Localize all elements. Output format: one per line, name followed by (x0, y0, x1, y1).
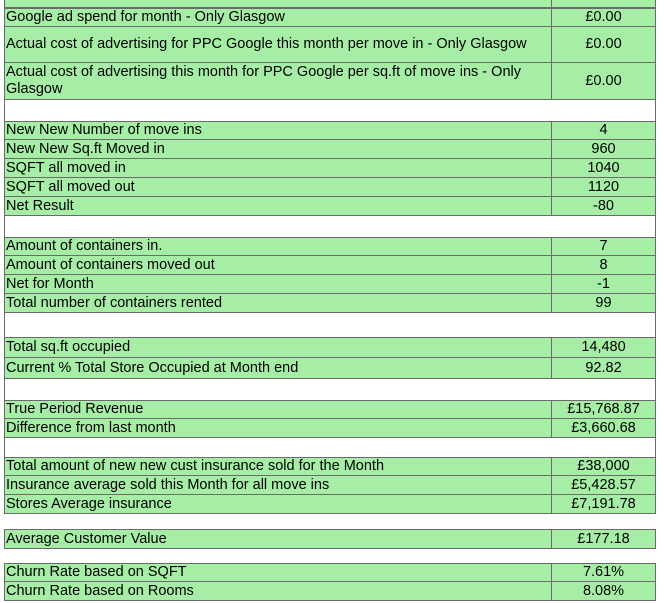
row-value: £7,191.78 (571, 495, 636, 512)
row-label: Net Result (5, 197, 552, 215)
table-row (4, 197, 656, 216)
row-value: £0.00 (585, 72, 622, 89)
table-row (4, 563, 656, 582)
table-row (4, 476, 656, 495)
row-value: £5,428.57 (571, 476, 636, 493)
table-row (4, 140, 656, 159)
row-label: Total sq.ft occupied (5, 338, 552, 357)
row-label: Churn Rate based on SQFT (5, 564, 552, 581)
table-row (4, 237, 656, 256)
row-value: 8 (599, 256, 608, 273)
row-label: Amount of containers moved out (5, 256, 552, 274)
row-value: -1 (597, 275, 610, 292)
table-row (4, 275, 656, 294)
table-row (4, 529, 656, 549)
row-label: Actual cost of advertising this month for PPC Google per sq.ft of move ins - Only Glasgow (5, 63, 552, 99)
row-label: Total number of containers rented (5, 294, 552, 312)
table-row (4, 337, 656, 358)
row-label: Stores Average insurance (5, 495, 552, 513)
row-label: Amount of containers in. (5, 238, 552, 255)
row-value: 8.08% (582, 582, 625, 599)
row-value: £3,660.68 (571, 419, 636, 436)
row-label: SQFT all moved out (5, 178, 552, 196)
row-label: Actual cost of advertising for PPC Google this month per move in - Only Glasgow (5, 27, 552, 62)
table-row (4, 358, 656, 379)
row-value: -80 (593, 197, 614, 214)
blank-row (4, 438, 656, 457)
row-label: Total amount of new new cust insurance sold for the Month (5, 458, 552, 475)
row-label: New New Sq.ft Moved in (5, 140, 552, 158)
row-label: Current % Total Store Occupied at Month end (5, 358, 552, 378)
row-value: 14,480 (581, 339, 626, 355)
row-label: New New Number of move ins (5, 122, 552, 139)
table-row (4, 159, 656, 178)
table-row (4, 27, 656, 63)
row-value: 99 (595, 294, 612, 311)
row-label: SQFT all moved in (5, 159, 552, 177)
table-row (4, 8, 656, 27)
table-row (4, 495, 656, 514)
table-row (4, 63, 656, 100)
row-value: 92.82 (585, 359, 622, 376)
row-value: £0.00 (585, 36, 622, 52)
row-value: £38,000 (577, 458, 630, 474)
row-value: £0.00 (585, 9, 622, 25)
row-label: Difference from last month (5, 419, 552, 437)
table-row (4, 400, 656, 419)
row-value: 4 (599, 122, 608, 138)
row-value: 7 (599, 238, 608, 254)
row-value: £15,768.87 (567, 401, 640, 417)
row-value: £177.18 (577, 530, 630, 547)
row-value: 960 (591, 140, 616, 157)
table-row (4, 178, 656, 197)
blank-row (4, 216, 656, 237)
blank-row (4, 313, 656, 337)
table-row (4, 121, 656, 140)
row-label: Average Customer Value (5, 530, 552, 548)
table-row (4, 419, 656, 438)
table-row (4, 582, 656, 601)
row-value: 1120 (587, 178, 620, 195)
row-value: 1040 (587, 159, 620, 176)
row-label: True Period Revenue (5, 401, 552, 418)
blank-row (4, 100, 656, 121)
blank-row (4, 379, 656, 400)
table-row (4, 294, 656, 313)
table-row (4, 256, 656, 275)
table-row (4, 457, 656, 476)
row-label: Insurance average sold this Month for all move ins (5, 476, 552, 494)
row-value: 7.61% (582, 564, 625, 580)
row-label: Net for Month (5, 275, 552, 293)
row-label: Google ad spend for month - Only Glasgow (5, 9, 552, 26)
row-label: Churn Rate based on Rooms (5, 582, 552, 600)
table-row (4, 0, 656, 8)
